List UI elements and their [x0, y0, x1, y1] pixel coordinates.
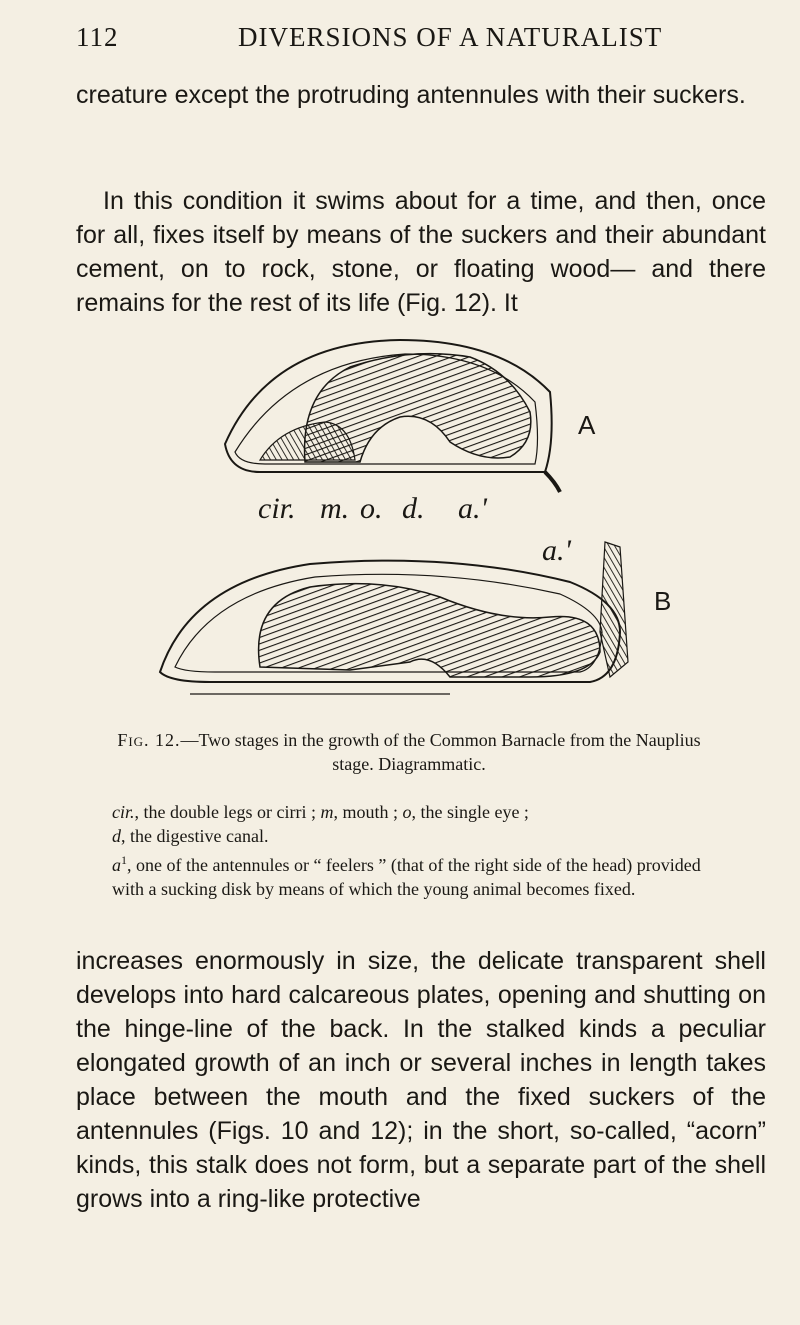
figure-barnacle-diagram [150, 332, 710, 712]
running-header [76, 22, 728, 53]
key-m: m [320, 802, 334, 822]
label-a1-top: a.' [458, 492, 487, 525]
key-a-sup: 1 [121, 853, 127, 867]
figure-caption-title [114, 728, 704, 776]
key-o: o [402, 802, 412, 822]
barnacle-illustration [150, 332, 710, 712]
figure-label: Fig. 12. [117, 730, 181, 750]
key-o-text: , the single eye ; [411, 802, 529, 822]
figure-caption-key [112, 800, 732, 901]
paragraph-2: In this condition it swims about for a time, and then, once for all, fixes itself by means of the suckers and their abundant cement, on to rock, stone, or floating wood— and there remains for the rest of its life (Fig. 12). It [76, 187, 766, 317]
key-d: d [112, 826, 121, 846]
label-cir: cir. [258, 492, 296, 525]
figure-title-text: —Two stages in the growth of the Common Barnacle from the Nauplius stage. Diagrammatic. [180, 730, 701, 774]
paragraph-1: creature except the protruding antennules with their suckers. [76, 81, 746, 109]
key-cir: cir. [112, 802, 135, 822]
label-a1-bottom: a.' [542, 534, 571, 567]
caption-key-line-1 [112, 800, 732, 824]
page-number: 112 [76, 22, 119, 52]
key-a-text: , one of the antennules or “ feelers ” (that of the right side of the head) provided with a sucking disk by means of which the young animal becomes fixed. [112, 855, 701, 899]
running-title: DIVERSIONS OF A NATURALIST [238, 22, 663, 52]
caption-key-line-2 [112, 824, 732, 848]
key-cir-text: , the double legs or cirri ; [134, 802, 321, 822]
key-m-text: , mouth ; [333, 802, 403, 822]
key-d-text: , the digestive canal. [121, 826, 269, 846]
paragraph-3: increases enormously in size, the delicate transparent shell develops into hard calcareous plates, opening and shutting on the hinge-line of the back. In the stalked kinds a peculiar elongated growth of an inch or several inches in length takes place between the mouth and the fixed suckers of the antennules (Figs. 10 and 12); in the short, so-called, “acorn” kinds, this stalk does not form, but a separate part of the shell grows into a ring-like protective [76, 947, 766, 1213]
label-b: B [654, 586, 672, 616]
key-a: a [112, 855, 121, 875]
label-a: A [578, 410, 596, 440]
caption-key-line-3 [112, 848, 732, 901]
label-d: d. [402, 492, 425, 525]
stage-a-drawing [225, 340, 560, 492]
label-m: m. [320, 492, 350, 525]
label-o: o. [360, 492, 383, 525]
